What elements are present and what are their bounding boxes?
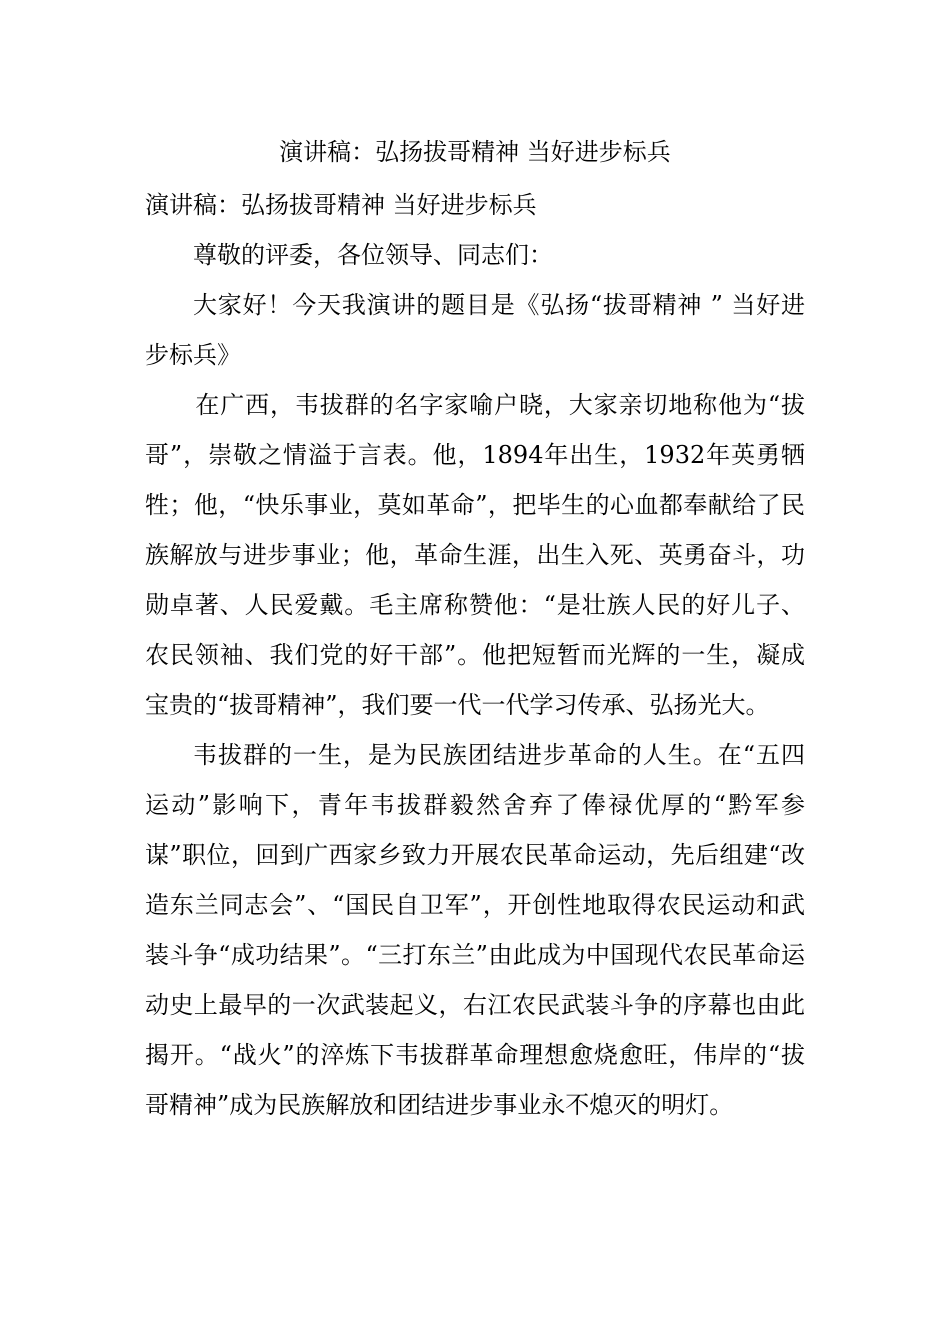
- document-title: 演讲稿：弘扬拔哥精神 当好进步标兵: [279, 138, 671, 166]
- paragraph-biography: 在广西，韦拔群的名字家喻户晓，大家亲切地称他为“拔哥”，崇敬之情溢于言表。他，1894年出生，1932年英勇牺牲；他，“快乐事业，莫如革命”，把毕生的心血都奉献给了民族解放与进步事业；他，革命生涯，出生入死、英勇奋斗，功勋卓著、人民爱戴。毛主席称赞他：“是壮族人民的好儿子、农民领袖、我们党的好干部”。他把短暂而光辉的一生，凝成宝贵的“拔哥精神”，我们要一代一代学习传承、弘扬光大。: [145, 391, 805, 719]
- document-subtitle: 演讲稿：弘扬拔哥精神 当好进步标兵: [145, 191, 537, 219]
- paragraph-salutation: 尊敬的评委，各位领导、同志们：: [193, 241, 553, 269]
- paragraph-revolution: 韦拔群的一生，是为民族团结进步革命的人生。在“五四运动”影响下，青年韦拔群毅然舍弃了俸禄优厚的“黔军参谋”职位，回到广西家乡致力开展农民革命运动，先后组建“改造东兰同志会”、“国民自卫军”，开创性地取得农民运动和武装斗争“成功结果”。“三打东兰”由此成为中国现代农民革命运动史上最早的一次武装起义，右江农民武装斗争的序幕也由此揭开。“战火”的淬炼下韦拔群革命理想愈烧愈旺，伟岸的“拔哥精神”成为民族解放和团结进步事业永不熄灭的明灯。: [145, 741, 805, 1119]
- document-body: [145, 180, 805, 1130]
- paragraph-intro: 大家好！今天我演讲的题目是《弘扬“拔哥精神 ” 当好进步标兵》: [145, 291, 805, 369]
